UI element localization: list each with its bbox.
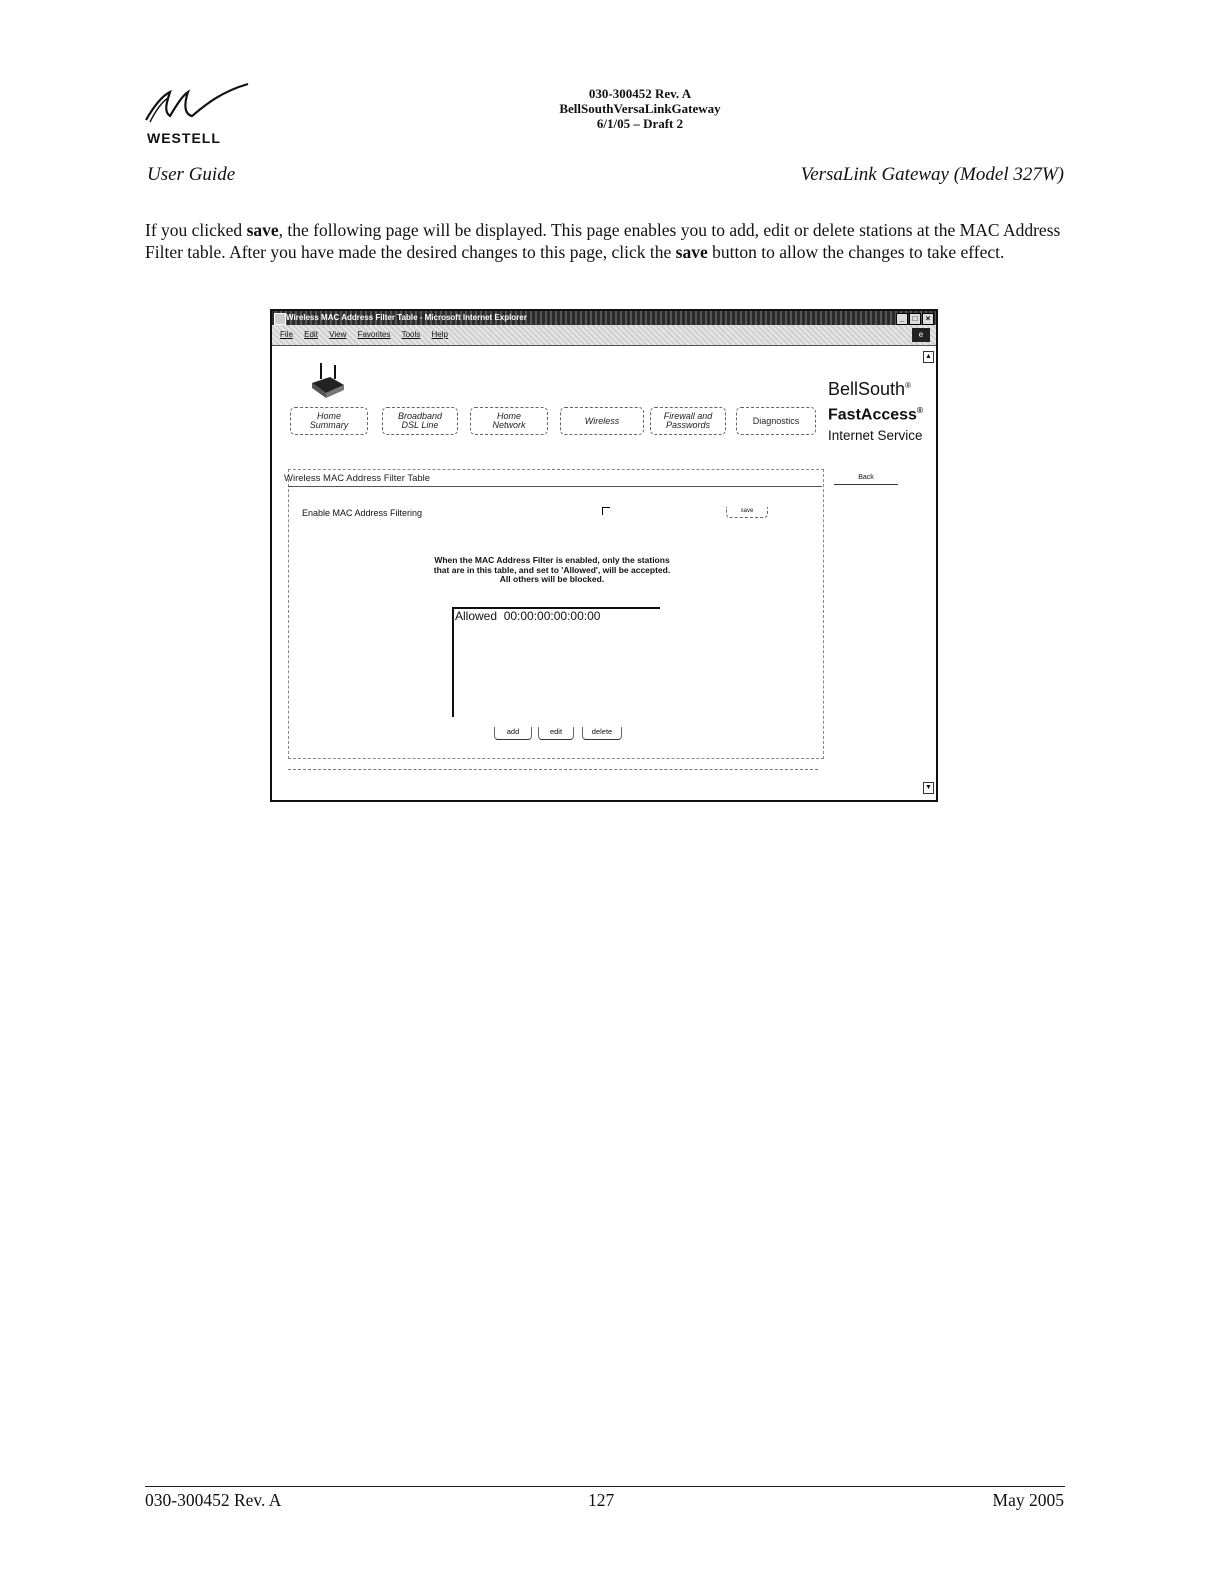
doc-number: 030-300452 Rev. A [588,86,692,101]
menu-edit[interactable]: Edit [304,330,318,339]
router-icon [310,361,346,401]
window-controls [896,313,934,325]
maximize-icon[interactable]: □ [909,313,921,325]
doc-draft: 6/1/05 – Draft 2 [596,116,684,131]
add-button[interactable]: add [494,727,532,740]
window-titlebar [272,311,936,325]
brand-line-3: Internet Service [828,428,923,444]
nav-wireless[interactable]: Wireless [560,407,644,435]
panel-title: Wireless MAC Address Filter Table [284,473,431,484]
list-item[interactable]: Allowed 00:00:00:00:00:00 [455,609,601,623]
product-title: VersaLink Gateway (Model 327W) [800,164,1064,185]
browser-screenshot [270,309,938,802]
intro-paragraph: If you clicked save, the following page will be displayed. This page enables you to add, edit or delete stations at the MAC Address Filter table. After you have made the desired changes to this page, click the save button to allow the changes to take effect. [145,220,1061,262]
ie-throbber-icon: e [912,328,930,342]
bellsouth-brand: BellSouth® FastAccess® Internet Service [828,375,928,446]
guide-title: User Guide [147,164,236,185]
page-number: 127 [588,1490,615,1510]
save-button[interactable]: save [726,507,768,518]
menu-tools[interactable]: Tools [401,330,421,339]
enable-filter-label: Enable MAC Address Filtering [302,508,423,518]
nav-diagnostics[interactable]: Diagnostics [736,407,816,435]
nav-broadband-dsl[interactable]: Broadband DSL Line [382,407,458,435]
menu-file[interactable]: File [280,330,293,339]
document-header [480,86,800,131]
enable-filter-checkbox[interactable] [602,507,610,515]
scroll-down-icon[interactable]: ▼ [923,782,934,794]
menu-help[interactable]: Help [431,330,448,339]
brand-line-1: BellSouth [828,379,906,399]
westell-logo-text: WESTELL [147,130,221,146]
delete-button[interactable]: delete [582,727,622,740]
menu-favorites[interactable]: Favorites [357,330,391,339]
mac-address-listbox[interactable] [452,607,660,717]
page-bottom-divider [288,769,818,770]
brand-line-2: FastAccess [828,406,917,424]
nav-home-network[interactable]: Home Network [470,407,548,435]
footer-date: May 2005 [992,1490,1064,1510]
close-icon[interactable]: × [922,313,934,325]
footer-doc-number: 030-300452 Rev. A [145,1490,282,1510]
back-button[interactable]: Back [834,472,898,485]
ie-app-icon [274,313,286,325]
doc-product: BellSouthVersaLinkGateway [559,101,721,116]
edit-button[interactable]: edit [538,727,574,740]
scroll-up-icon[interactable]: ▲ [923,351,934,363]
menu-view[interactable]: View [329,330,347,339]
minimize-icon[interactable]: _ [896,313,908,325]
footer-rule [145,1486,1065,1487]
nav-firewall-passwords[interactable]: Firewall and Passwords [650,407,726,435]
menu-bar [272,325,936,346]
filter-notice: When the MAC Address Filter is enabled, only the stations that are in this table, and set to 'Allowed', will be accepted. All others will be blocked. [433,555,671,584]
window-title: Wireless MAC Address Filter Table - Microsoft Internet Explorer [286,313,527,322]
panel-divider [288,486,822,487]
nav-home-summary[interactable]: Home Summary [290,407,368,435]
